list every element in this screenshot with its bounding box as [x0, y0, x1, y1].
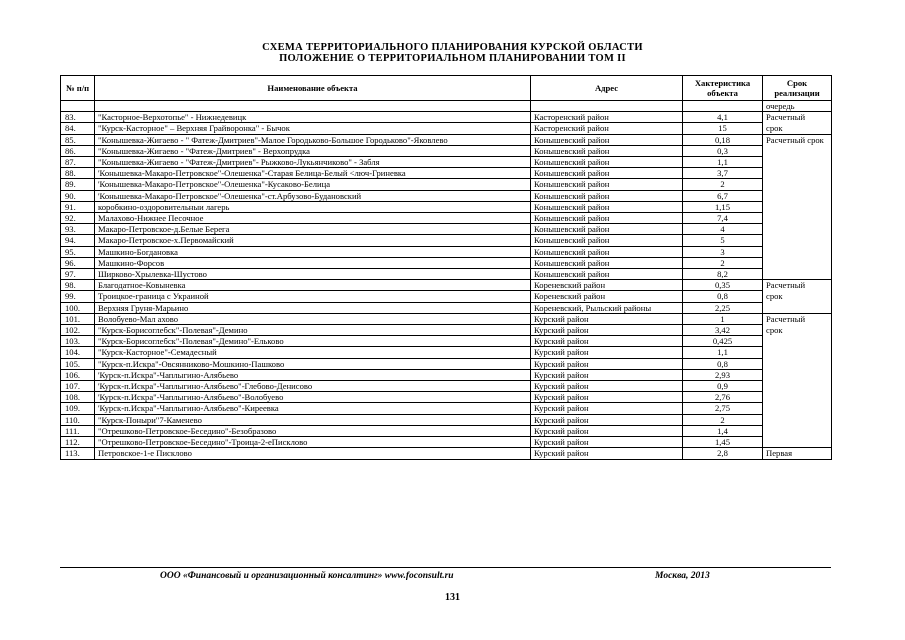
- row-number: 90.: [61, 190, 95, 201]
- row-characteristic: 0,8: [683, 358, 763, 369]
- row-name: "Конышевка-Жигаево - "Фатеж-Дмитриев" - Верхопрудка: [95, 145, 531, 156]
- row-number: 91.: [61, 201, 95, 212]
- row-number: 97.: [61, 269, 95, 280]
- row-characteristic: 2: [683, 179, 763, 190]
- row-address: Конышевский район: [531, 190, 683, 201]
- row-term: [763, 269, 832, 280]
- row-name: "Курск-Борисоглебск"-Полевая"-Демино"-Ельково: [95, 336, 531, 347]
- row-characteristic: 4: [683, 224, 763, 235]
- row-characteristic: 2,8: [683, 448, 763, 459]
- row-name: Машкино-Богдановка: [95, 246, 531, 257]
- row-term: Расчетный: [763, 313, 832, 324]
- row-number: 98.: [61, 280, 95, 291]
- table-row: [61, 213, 832, 224]
- row-name: 'Конышевка-Макаро-Петровское"-Олешенка"-Кусаково-Белица: [95, 179, 531, 190]
- document-subtitle: ПОЛОЖЕНИЕ О ТЕРРИТОРИАЛЬНОМ ПЛАНИРОВАНИИ ТОМ II: [279, 53, 626, 64]
- row-term: Расчетный срок: [763, 134, 832, 145]
- row-number: 102.: [61, 325, 95, 336]
- row-number: 111.: [61, 425, 95, 436]
- table-row: [61, 168, 832, 179]
- table-row: [61, 280, 832, 291]
- row-number: 93.: [61, 224, 95, 235]
- table-row: [61, 134, 832, 145]
- table-row: [61, 157, 832, 168]
- row-characteristic: 2,93: [683, 369, 763, 380]
- row-characteristic: 3,42: [683, 325, 763, 336]
- header-name: Наименование объекта: [95, 76, 531, 101]
- row-number: 104.: [61, 347, 95, 358]
- row-address: Конышевский район: [531, 157, 683, 168]
- row-characteristic: 1,45: [683, 437, 763, 448]
- footer-divider: [60, 567, 831, 568]
- row-address: Касторенский район: [531, 123, 683, 134]
- row-name: Макаро-Петровское-х.Первомайский: [95, 235, 531, 246]
- row-name: коробкино-оздоровительныи лагерь: [95, 201, 531, 212]
- row-term: [763, 224, 832, 235]
- row-term: срок: [763, 291, 832, 302]
- row-characteristic: 2: [683, 257, 763, 268]
- header-term: Срок реализации: [763, 76, 832, 101]
- row-characteristic: 2,25: [683, 302, 763, 313]
- row-term: [763, 145, 832, 156]
- table-row: [61, 302, 832, 313]
- row-address: Конышевский район: [531, 201, 683, 212]
- row-characteristic: 3: [683, 246, 763, 257]
- row-address: Курский район: [531, 381, 683, 392]
- row-name: 'Курск-п.Искра"-Чаплыгино-Алябьево: [95, 369, 531, 380]
- row-number: 95.: [61, 246, 95, 257]
- row-address: Курский район: [531, 347, 683, 358]
- row-number: 85.: [61, 134, 95, 145]
- row-term: [763, 179, 832, 190]
- document-title: СХЕМА ТЕРРИТОРИАЛЬНОГО ПЛАНИРОВАНИЯ КУРСКОЙ ОБЛАСТИ: [262, 42, 643, 53]
- row-number: 92.: [61, 213, 95, 224]
- row-term: Первая: [763, 448, 832, 459]
- row-number: 89.: [61, 179, 95, 190]
- table-row: [61, 145, 832, 156]
- table-row: [61, 347, 832, 358]
- row-number: 83.: [61, 112, 95, 123]
- table-row: [61, 369, 832, 380]
- row-address: Конышевский район: [531, 213, 683, 224]
- table-row: [61, 112, 832, 123]
- footer-city-year: Москва, 2013: [655, 571, 710, 581]
- row-characteristic: 2,75: [683, 403, 763, 414]
- term-cell: очередь: [763, 101, 832, 112]
- row-term: срок: [763, 123, 832, 134]
- table-row: [61, 425, 832, 436]
- row-name: Петровское-1-е Писклово: [95, 448, 531, 459]
- row-address: Кореневский район: [531, 280, 683, 291]
- row-name: Машкино-Форсов: [95, 257, 531, 268]
- header-characteristic: Хактеристика объекта: [683, 76, 763, 101]
- row-address: Касторенский район: [531, 112, 683, 123]
- row-name: "Курск-Касторное"-Семадесный: [95, 347, 531, 358]
- row-characteristic: 4,1: [683, 112, 763, 123]
- row-name: Благодатное-Ковыневка: [95, 280, 531, 291]
- row-characteristic: 0,8: [683, 291, 763, 302]
- row-name: "Курск-Поныри"7-Каменево: [95, 414, 531, 425]
- row-number: 87.: [61, 157, 95, 168]
- row-name: Верхняя Груня-Марьино: [95, 302, 531, 313]
- row-number: 84.: [61, 123, 95, 134]
- row-term: [763, 157, 832, 168]
- row-characteristic: 0,9: [683, 381, 763, 392]
- table-row: [61, 179, 832, 190]
- row-number: 99.: [61, 291, 95, 302]
- row-term: [763, 302, 832, 313]
- table-row: [61, 403, 832, 414]
- row-address: Курский район: [531, 392, 683, 403]
- row-characteristic: 6,7: [683, 190, 763, 201]
- row-characteristic: 0,35: [683, 280, 763, 291]
- row-term: [763, 168, 832, 179]
- row-address: Курский район: [531, 403, 683, 414]
- table-row: [61, 190, 832, 201]
- row-name: 'Курск-п.Искра"-Чаплыгино-Алябьево"-Глебово-Денисово: [95, 381, 531, 392]
- row-characteristic: 0,3: [683, 145, 763, 156]
- row-address: Конышевский район: [531, 145, 683, 156]
- row-name: Малахово-Нижнее Песочное: [95, 213, 531, 224]
- row-characteristic: 8,2: [683, 269, 763, 280]
- row-name: Троицкое-граница с Украиной: [95, 291, 531, 302]
- header-num: № п/п: [61, 76, 95, 101]
- row-characteristic: 1,4: [683, 425, 763, 436]
- row-address: Конышевский район: [531, 224, 683, 235]
- objects-table: [60, 75, 832, 460]
- table-row: [61, 123, 832, 134]
- table-row: [61, 224, 832, 235]
- row-name: 'Конышевка-Макаро-Петровское"-Олешенка"-Старая Белица-Белый <люч-Гриневка: [95, 168, 531, 179]
- row-term: Расчетный: [763, 280, 832, 291]
- row-characteristic: 2: [683, 414, 763, 425]
- row-term: [763, 347, 832, 358]
- row-name: 'Курск-п.Искра"-Чаплыгино-Алябьево"-Киреевка: [95, 403, 531, 414]
- footer-company: ООО «Финансовый и организационный консалтинг» www.foconsult.ru: [160, 571, 454, 581]
- row-characteristic: 1,15: [683, 201, 763, 212]
- row-characteristic: 0,18: [683, 134, 763, 145]
- header-address: Адрес: [531, 76, 683, 101]
- row-term: [763, 246, 832, 257]
- row-address: Конышевский район: [531, 269, 683, 280]
- row-number: 101.: [61, 313, 95, 324]
- table-row: [61, 437, 832, 448]
- row-characteristic: 3,7: [683, 168, 763, 179]
- row-term: [763, 190, 832, 201]
- row-number: 110.: [61, 414, 95, 425]
- row-address: Курский район: [531, 425, 683, 436]
- row-address: Курский район: [531, 448, 683, 459]
- row-address: Конышевский район: [531, 246, 683, 257]
- row-number: 109.: [61, 403, 95, 414]
- row-name: "Касторное-Верхотопье" - Нижнедевицк: [95, 112, 531, 123]
- row-name: Ширково-Хрылевка-Шустово: [95, 269, 531, 280]
- row-number: 112.: [61, 437, 95, 448]
- row-address: Курский район: [531, 325, 683, 336]
- row-term: [763, 201, 832, 212]
- row-name: "Отрешково-Петровское-Беседино"-Безобразово: [95, 425, 531, 436]
- row-number: 113.: [61, 448, 95, 459]
- table-row: [61, 414, 832, 425]
- row-address: Конышевский район: [531, 134, 683, 145]
- table-row: [61, 336, 832, 347]
- table-row: [61, 325, 832, 336]
- table-row: [61, 201, 832, 212]
- row-term: [763, 437, 832, 448]
- row-number: 94.: [61, 235, 95, 246]
- row-characteristic: 1: [683, 313, 763, 324]
- table-row: [61, 291, 832, 302]
- row-term: [763, 381, 832, 392]
- table-row: [61, 246, 832, 257]
- row-name: "Конышевка-Жигаево - "Фатеж-Дмитриев"- Рыжково-Лукьянчиково" - Забля: [95, 157, 531, 168]
- row-name: "Конышевка-Жигаево - " Фатеж-Дмитриев"-Малое Городьково-Большое Городьково"-Яковлево: [95, 134, 531, 145]
- row-characteristic: 7,4: [683, 213, 763, 224]
- table-header-row: [61, 76, 832, 101]
- row-number: 100.: [61, 302, 95, 313]
- table-row: [61, 257, 832, 268]
- row-name: "Курск-п.Искра"-Овсянниково-Мошкино-Пашково: [95, 358, 531, 369]
- row-address: Курский район: [531, 336, 683, 347]
- row-term: [763, 358, 832, 369]
- row-term: [763, 235, 832, 246]
- table-row: [61, 269, 832, 280]
- row-term: срок: [763, 325, 832, 336]
- row-term: Расчетный: [763, 112, 832, 123]
- row-address: Курский район: [531, 437, 683, 448]
- row-number: 108.: [61, 392, 95, 403]
- row-characteristic: 1,1: [683, 347, 763, 358]
- row-address: Курский район: [531, 414, 683, 425]
- row-characteristic: 0,425: [683, 336, 763, 347]
- row-name: "Курск-Касторное" – Верхняя Грайворонка" - Бычок: [95, 123, 531, 134]
- row-characteristic: 2,76: [683, 392, 763, 403]
- row-characteristic: 5: [683, 235, 763, 246]
- row-number: 86.: [61, 145, 95, 156]
- row-term: [763, 257, 832, 268]
- row-address: Курский район: [531, 369, 683, 380]
- row-address: Курский район: [531, 358, 683, 369]
- row-name: "Отрешково-Петровское-Беседино"-Троица-2-еПисклово: [95, 437, 531, 448]
- row-number: 88.: [61, 168, 95, 179]
- row-characteristic: 1,1: [683, 157, 763, 168]
- row-name: Макаро-Петровское-д.Белые Берега: [95, 224, 531, 235]
- row-address: Конышевский район: [531, 168, 683, 179]
- row-term: [763, 392, 832, 403]
- page-number: 131: [445, 592, 460, 603]
- table-row: [61, 392, 832, 403]
- row-number: 103.: [61, 336, 95, 347]
- table-row: [61, 358, 832, 369]
- table-row: [61, 448, 832, 459]
- row-term: [763, 425, 832, 436]
- row-term: [763, 403, 832, 414]
- row-address: Кореневский, Рыльский районы: [531, 302, 683, 313]
- row-name: 'Курск-п.Искра"-Чаплыгино-Алябьево"-Волобуево: [95, 392, 531, 403]
- row-name: Волобуево-Мал ахово: [95, 313, 531, 324]
- row-term: [763, 336, 832, 347]
- row-address: Конышевский район: [531, 257, 683, 268]
- row-number: 107.: [61, 381, 95, 392]
- row-name: 'Конышевка-Макаро-Петровское"-Олешенка"-ст.Арбузово-Будановский: [95, 190, 531, 201]
- row-term: [763, 213, 832, 224]
- row-address: Конышевский район: [531, 179, 683, 190]
- row-number: 106.: [61, 369, 95, 380]
- row-address: Конышевский район: [531, 235, 683, 246]
- row-name: "Курск-Борисоглебск"-Полевая"-Демино: [95, 325, 531, 336]
- row-number: 96.: [61, 257, 95, 268]
- row-term: [763, 414, 832, 425]
- row-characteristic: 15: [683, 123, 763, 134]
- row-number: 105.: [61, 358, 95, 369]
- row-address: Курский район: [531, 313, 683, 324]
- row-address: Кореневский район: [531, 291, 683, 302]
- table-row: [61, 101, 832, 112]
- table-row: [61, 235, 832, 246]
- row-term: [763, 369, 832, 380]
- table-row: [61, 313, 832, 324]
- table-row: [61, 381, 832, 392]
